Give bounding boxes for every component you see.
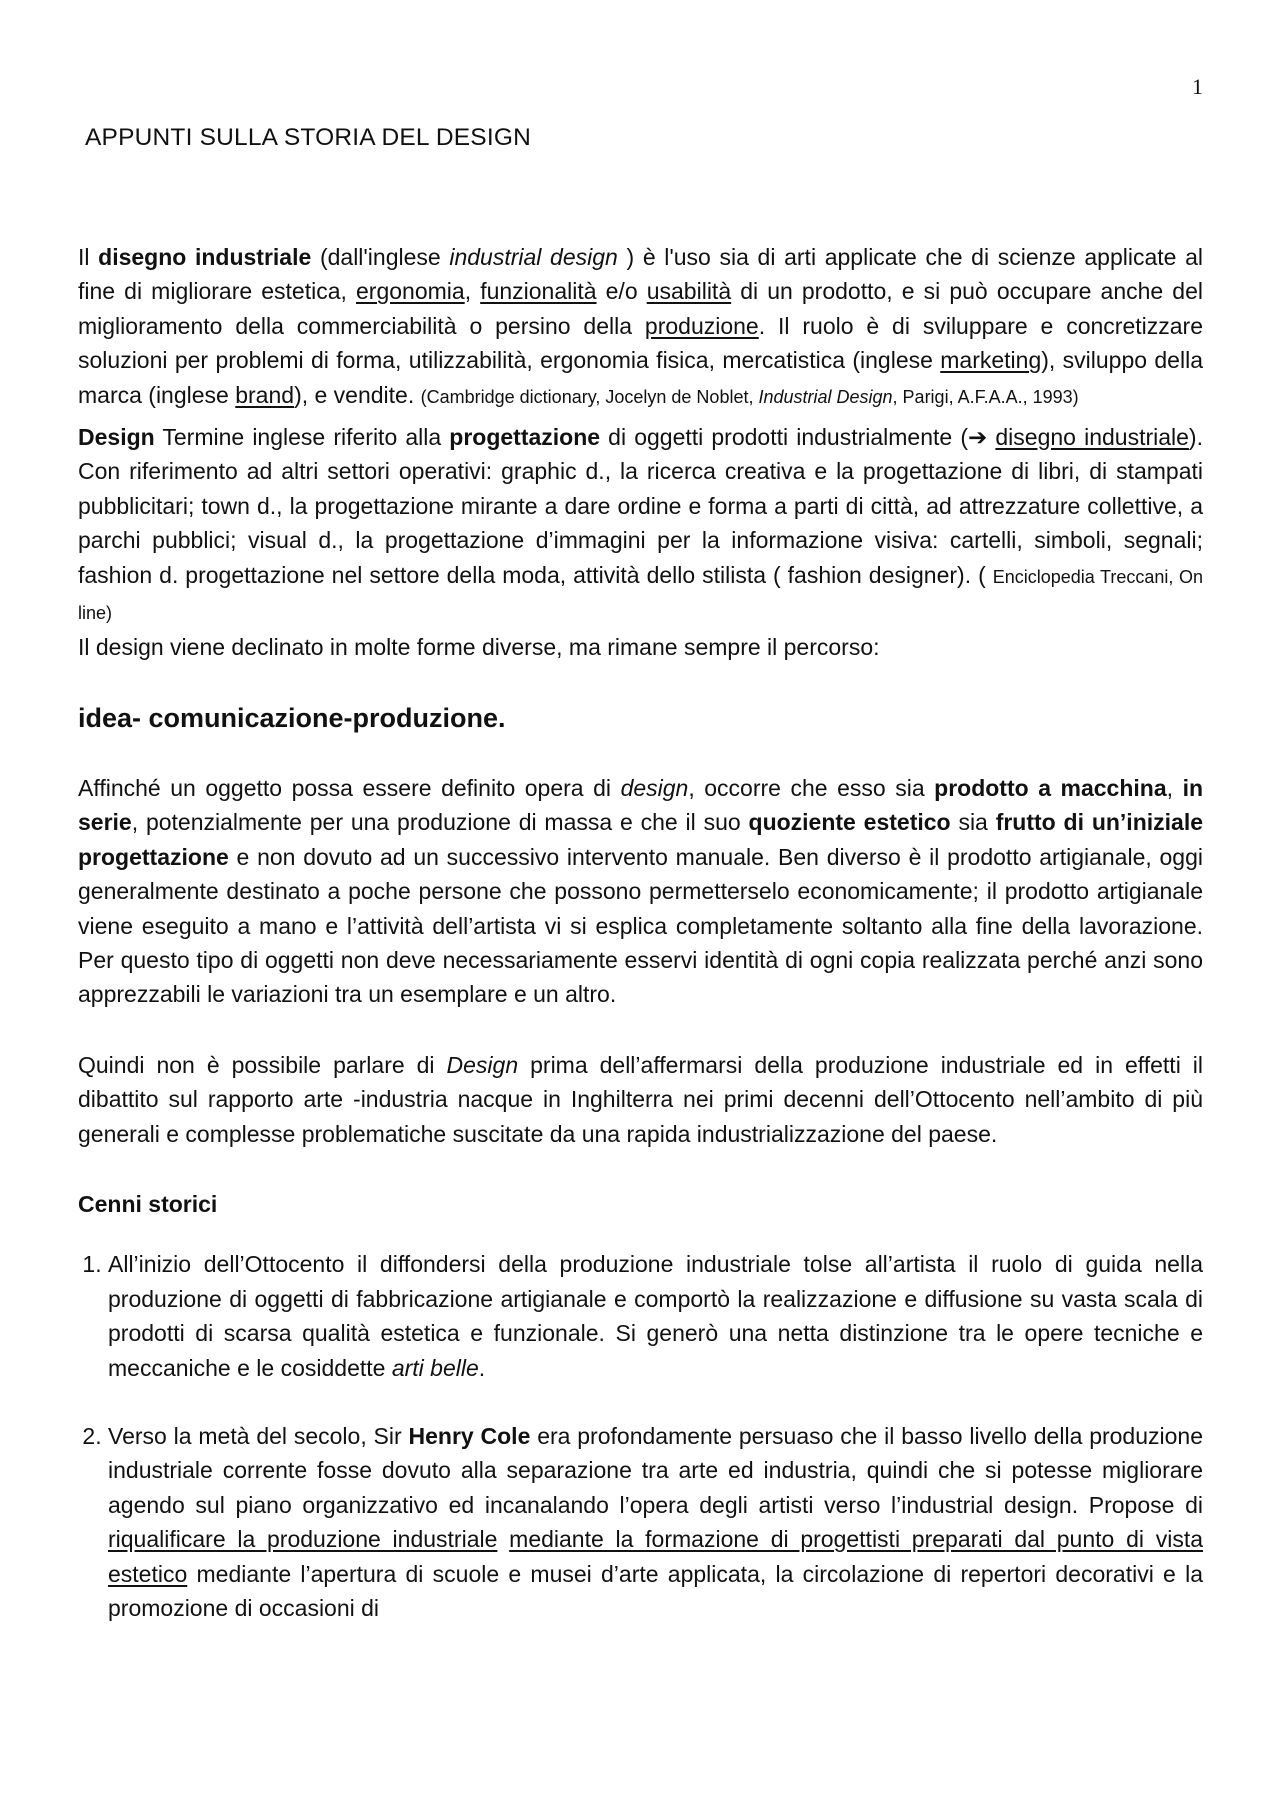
paragraph-history-intro: Quindi non è possibile parlare di Design prima dell’affermarsi della produzione industriale ed in effetti il dibattito sul rapporto arte -industria nacque in Inghilterra nei primi decenni dell’Ottocento nell’ambito di più generali e complesse problematiche suscitate da una rapida industrializzazione del paese. xyxy=(78,1051,1204,1147)
link-ergonomia[interactable]: ergonomia xyxy=(356,278,465,305)
motto-heading: idea- comunicazione-produzione. xyxy=(78,702,506,733)
citation-treccani: Enciclopedia Treccani, On line) xyxy=(78,566,1203,624)
paragraph-design-criteria: Affinché un oggetto possa essere definito opera di design, occorre che esso sia prodotto a macchina, in serie, potenzialmente per una produzione di massa e che il suo quoziente estetico sia frutto di un’iniziale progettazione e non dovuto ad un successivo intervento manuale. Ben diverso è il prodotto artigianale, oggi generalmente destinato a poche persone che possono permetterselo economicamente; il prodotto artigianale viene eseguito a mano e l’attività dell’artista vi si esplica completamente soltanto alla fine della lavorazione. Per questo tipo di oggetti non deve necessariamente esservi identità di ogni copia realizzata perché anzi sono apprezzabili le variazioni tra un esemplare e un altro. xyxy=(78,774,1204,1008)
link-disegno-industriale[interactable]: disegno industriale xyxy=(995,424,1189,451)
citation-cambridge: (Cambridge dictionary, Jocelyn de Noblet, Industrial Design, Parigi, A.F.A.A., 1993) xyxy=(420,386,1079,407)
page-number: 1 xyxy=(1192,74,1203,99)
list-item: 1. All’inizio dell’Ottocento il diffondersi della produzione industriale tolse all’artista il ruolo di guida nella produzione di oggetti di fabbricazione artigianale e comportò la realizzazione e diffusione su vasta scala di prodotti di scarsa qualità estetica e funzionale. Si generò una netta distinzione tra le opere tecniche e meccaniche e le cosiddette arti belle. xyxy=(108,1247,1203,1385)
document-body xyxy=(78,240,1203,1625)
section-heading: Cenni storici xyxy=(78,1190,218,1217)
link-marketing[interactable]: marketing xyxy=(940,347,1042,374)
arrow-icon: ➔ xyxy=(967,424,988,451)
history-list xyxy=(78,1247,1203,1625)
link-funzionalita[interactable]: funzionalità xyxy=(480,278,597,305)
list-item: 2. Verso la metà del secolo, Sir Henry Cole era profondamente persuaso che il basso livello della produzione industriale corrente fosse dovuto alla separazione tra arte ed industria, quindi che si potesse migliorare agendo sul piano organizzativo ed incanalando l’opera degli artisti verso l’industrial design. Propose di riqualificare la produzione industriale mediante la formazione di progettisti preparati dal punto di vista estetico mediante l’apertura di scuole e musei d’arte applicata, la circolazione di repertori decorativi e la promozione di occasioni di xyxy=(108,1419,1203,1625)
link-produzione[interactable]: produzione xyxy=(644,312,759,339)
link-formazione-progettisti[interactable]: mediante la formazione di progettisti preparati dal punto di vista estetico xyxy=(108,1526,1204,1587)
paragraph-percorso: Il design viene declinato in molte forme diverse, ma rimane sempre il percorso: xyxy=(78,634,880,661)
link-usabilita[interactable]: usabilità xyxy=(646,278,732,305)
paragraph-definition: Il disegno industriale (dall'inglese industrial design ) è l'uso sia di arti applicate che di scienze applicate al fine di migliorare estetica, ergonomia, funzionalità e/o usabilità di un prodotto, e si può occupare anche del miglioramento della commerciabilità o persino della produzione. Il ruolo è di sviluppare e concretizzare soluzioni per problemi di forma, utilizzabilità, ergonomia fisica, mercatistica (inglese marketing), sviluppo della marca (inglese brand), e vendite. (Cambridge dictionary, Jocelyn de Noblet, Industrial Design, Parigi, A.F.A.A., 1993) xyxy=(78,244,1203,408)
link-riqualificare[interactable]: riqualificare la produzione industriale xyxy=(108,1526,498,1553)
document-title: APPUNTI SULLA STORIA DEL DESIGN xyxy=(85,124,531,151)
link-brand[interactable]: brand xyxy=(235,381,295,408)
paragraph-design-treccani: Design Termine inglese riferito alla progettazione di oggetti prodotti industrialmente (➔ disegno industriale). Con riferimento ad altri settori operativi: graphic d., la ricerca creativa e la progettazione di libri, di stampati pubblicitari; town d., la progettazione mirante a dare ordine e forma a parti di città, ad attrezzature collettive, a parchi pubblici; visual d., la progettazione d’immagini per la informazione visiva: cartelli, simboli, segnali; fashion d. progettazione nel settore della moda, attività dello stilista ( fashion designer). ( Enciclopedia Treccani, On line) xyxy=(78,424,1203,624)
